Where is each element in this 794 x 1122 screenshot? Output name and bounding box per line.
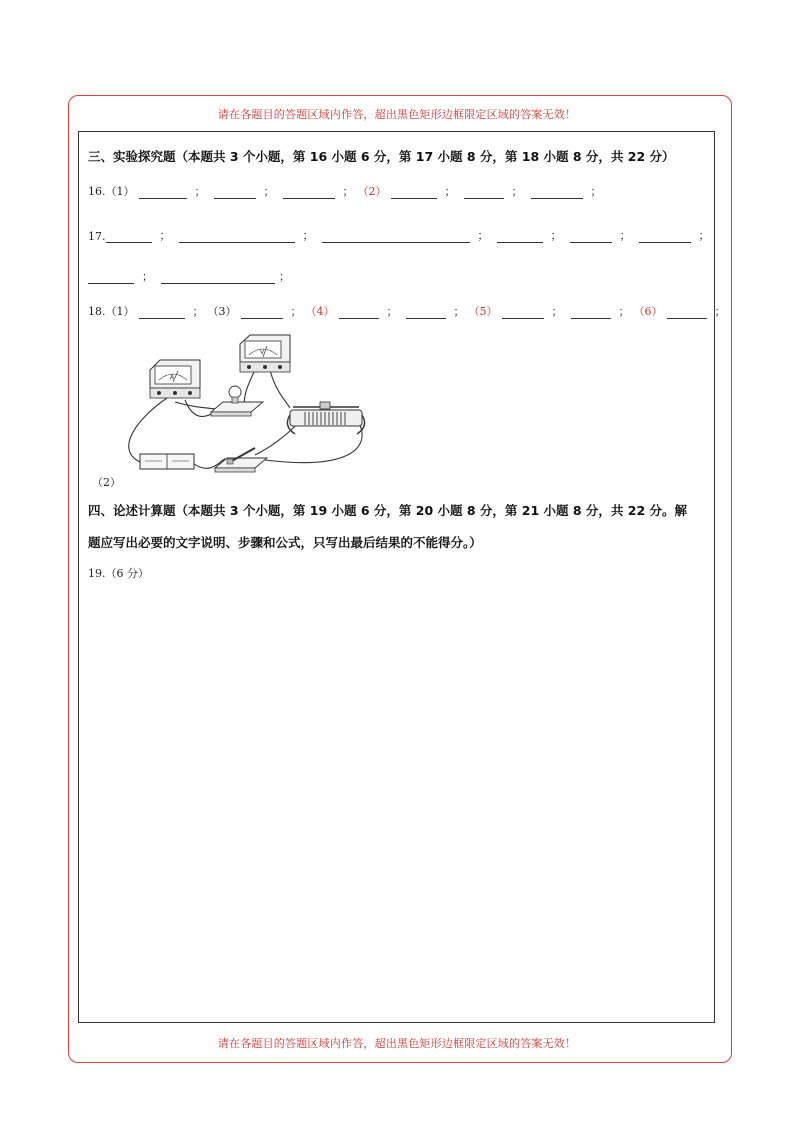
q18-blank-6[interactable] bbox=[571, 307, 611, 319]
q18-blank-2[interactable] bbox=[241, 307, 283, 319]
q17-sep: ； bbox=[142, 270, 153, 283]
q18-sep: ； bbox=[386, 305, 398, 318]
q17-sep: ； bbox=[159, 229, 171, 242]
q18-part5-label: （5） bbox=[468, 305, 498, 318]
q18-sep: ； bbox=[551, 305, 563, 318]
top-notice: 请在各题目的答题区域内作答，超出黑色矩形边框限定区域的答案无效！ bbox=[217, 108, 577, 121]
q17-blank-5[interactable] bbox=[570, 231, 612, 243]
wire bbox=[265, 425, 362, 463]
svg-text:V: V bbox=[260, 349, 265, 356]
ammeter-icon bbox=[150, 360, 200, 398]
q17-blank-6[interactable] bbox=[639, 231, 691, 243]
q18-sep: ； bbox=[290, 305, 302, 318]
q16-line bbox=[88, 183, 606, 199]
q17-sep: ； bbox=[279, 270, 290, 283]
q18-sep: ； bbox=[618, 305, 630, 318]
bottom-notice: 请在各题目的答题区域内作答，超出黑色矩形边框限定区域的答案无效！ bbox=[217, 1037, 577, 1050]
q16-part2-label: （2） bbox=[357, 185, 387, 198]
q16-label: 16.（1） bbox=[88, 185, 135, 198]
answer-box bbox=[78, 131, 715, 1023]
q16-blank-3[interactable] bbox=[283, 187, 335, 199]
q16-blank-5[interactable] bbox=[464, 187, 504, 199]
voltmeter-icon bbox=[240, 335, 290, 372]
q18-blank-1[interactable] bbox=[139, 307, 185, 319]
q17-line-2 bbox=[88, 268, 294, 284]
q18-part4-label: （4） bbox=[305, 305, 335, 318]
q17-label: 17. bbox=[88, 230, 106, 243]
q17-line-1 bbox=[88, 227, 714, 243]
q18-part6-label: （6） bbox=[633, 305, 663, 318]
q18-blank-4[interactable] bbox=[406, 307, 446, 319]
q18-blank-3[interactable] bbox=[339, 307, 379, 319]
q17-sep: ； bbox=[302, 229, 314, 242]
q17-sep: ； bbox=[698, 229, 710, 242]
section4-title-line2: 题应写出必要的文字说明、步骤和公式，只写出最后结果的不能得分。） bbox=[88, 535, 482, 550]
section3-title: 三、实验探究题（本题共 3 个小题，第 16 小题 6 分，第 17 小题 8 分，第 18 小题 8 分，共 22 分） bbox=[88, 149, 675, 164]
q16-sep: ； bbox=[590, 185, 602, 198]
q17-blank-8[interactable] bbox=[161, 272, 275, 284]
q18-label: 18.（1） bbox=[88, 305, 135, 318]
q16-sep: ； bbox=[194, 185, 206, 198]
q16-blank-6[interactable] bbox=[531, 187, 583, 199]
q18-line bbox=[88, 303, 730, 319]
q18-sep: ； bbox=[192, 305, 204, 318]
q16-sep: ； bbox=[511, 185, 523, 198]
q18-part3-label: （3） bbox=[207, 305, 237, 318]
q18-blank-5[interactable] bbox=[502, 307, 544, 319]
q16-blank-4[interactable] bbox=[391, 187, 437, 199]
diagram-caption: （2） bbox=[92, 476, 121, 489]
q17-blank-4[interactable] bbox=[497, 231, 543, 243]
lamp-icon bbox=[211, 386, 263, 416]
q17-sep: ； bbox=[550, 229, 562, 242]
q18-sep: ； bbox=[453, 305, 465, 318]
q16-sep: ； bbox=[342, 185, 354, 198]
q16-sep: ； bbox=[263, 185, 275, 198]
q17-sep: ； bbox=[619, 229, 631, 242]
rheostat-icon bbox=[287, 402, 364, 434]
q17-sep: ； bbox=[477, 229, 489, 242]
q17-blank-3[interactable] bbox=[322, 231, 470, 243]
q16-sep: ； bbox=[444, 185, 456, 198]
q17-blank-7[interactable] bbox=[88, 272, 134, 284]
circuit-diagram bbox=[115, 330, 375, 475]
q19-label: 19.（6 分） bbox=[88, 567, 149, 580]
battery-icon bbox=[140, 454, 194, 469]
q17-blank-2[interactable] bbox=[179, 231, 295, 243]
q16-blank-1[interactable] bbox=[139, 187, 187, 199]
svg-text:A: A bbox=[170, 374, 175, 381]
wire bbox=[129, 398, 167, 462]
q18-blank-7[interactable] bbox=[667, 307, 707, 319]
q18-sep: ； bbox=[714, 305, 726, 318]
q16-blank-2[interactable] bbox=[214, 187, 256, 199]
wire bbox=[270, 370, 290, 408]
section4-title-line1: 四、论述计算题（本题共 3 个小题，第 19 小题 6 分，第 20 小题 8 分，第 21 小题 8 分，共 22 分。解 bbox=[88, 503, 688, 518]
q17-blank-1[interactable] bbox=[106, 231, 152, 243]
